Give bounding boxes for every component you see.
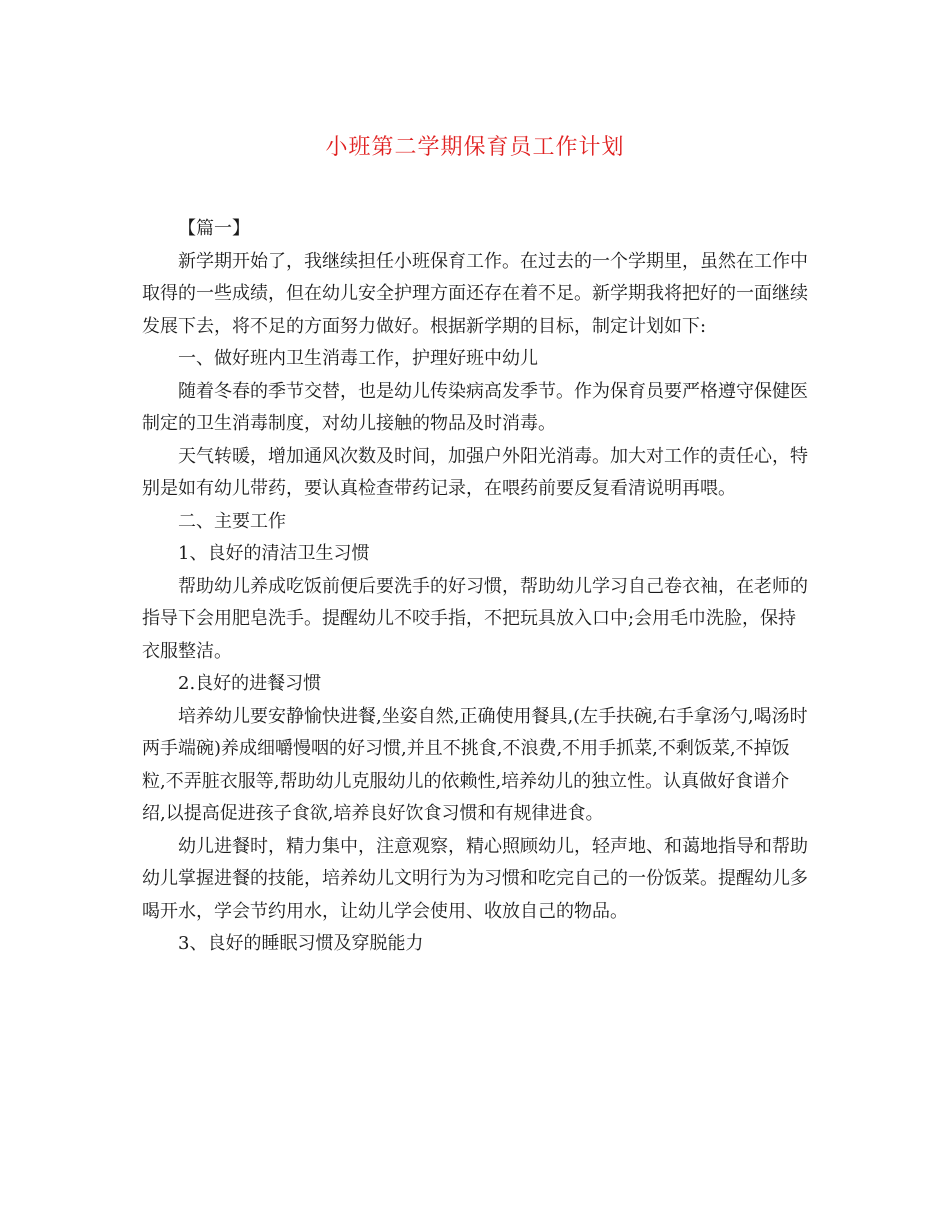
- section-heading: 一、做好班内卫生消毒工作，护理好班中幼儿: [178, 348, 538, 369]
- intro-paragraph: 新学期开始了，我继续担任小班保育工作。在过去的一个学期里，虽然在工作中取得的一些成绩，但在幼儿安全护理方面还存在着不足。新学期我将把好的一面继续发展下去，将不足的方面努力做好。根据新学期的目标，制定计划如下:: [142, 250, 808, 337]
- section-heading: 二、主要工作: [178, 510, 286, 532]
- body-paragraph: 幼儿进餐时，精力集中，注意观察，精心照顾幼儿，轻声地、和蔼地指导和帮助幼儿掌握进餐的技能，培养幼儿文明行为为习惯和吃完自己的一份饭菜。提醒幼儿多喝开水，学会节约用水，让幼儿学会使用、收放自己的物品。: [142, 835, 808, 922]
- document-title: 小班第二学期保育员工作计划: [325, 135, 625, 160]
- body-paragraph: 帮助幼儿养成吃饭前便后要洗手的好习惯，帮助幼儿学习自己卷衣袖，在老师的指导下会用肥皂洗手。提醒幼儿不咬手指，不把玩具放入口中;会用毛巾洗脸，保持衣服整洁。: [142, 575, 808, 662]
- subsection-heading: 3、良好的睡眠习惯及穿脱能力: [178, 933, 424, 954]
- body-paragraph: 随着冬春的季节交替，也是幼儿传染病高发季节。作为保育员要严格遵守保健医制定的卫生消毒制度，对幼儿接触的物品及时消毒。: [142, 380, 808, 434]
- body-paragraph: 天气转暖，增加通风次数及时间，加强户外阳光消毒。加大对工作的责任心，特别是如有幼儿带药，要认真检查带药记录，在喂药前要反复看清说明再喂。: [142, 445, 808, 499]
- document-body: [142, 213, 812, 961]
- section-marker: 【篇一】: [178, 218, 250, 239]
- subsection-heading: 2.良好的进餐习惯: [178, 673, 322, 694]
- body-paragraph: 培养幼儿要安静愉快进餐,坐姿自然,正确使用餐具,(左手扶碗,右手拿汤勺,喝汤时两手端碗)养成细嚼慢咽的好习惯,并且不挑食,不浪费,不用手抓菜,不剩饭菜,不掉饭粒,不弄脏衣服等,帮助幼儿克服幼儿的依赖性,培养幼儿的独立性。认真做好食谱介绍,以提高促进孩子食欲,培养良好饮食习惯和有规律进食。: [142, 705, 808, 824]
- subsection-heading: 1、良好的清洁卫生习惯: [178, 543, 370, 564]
